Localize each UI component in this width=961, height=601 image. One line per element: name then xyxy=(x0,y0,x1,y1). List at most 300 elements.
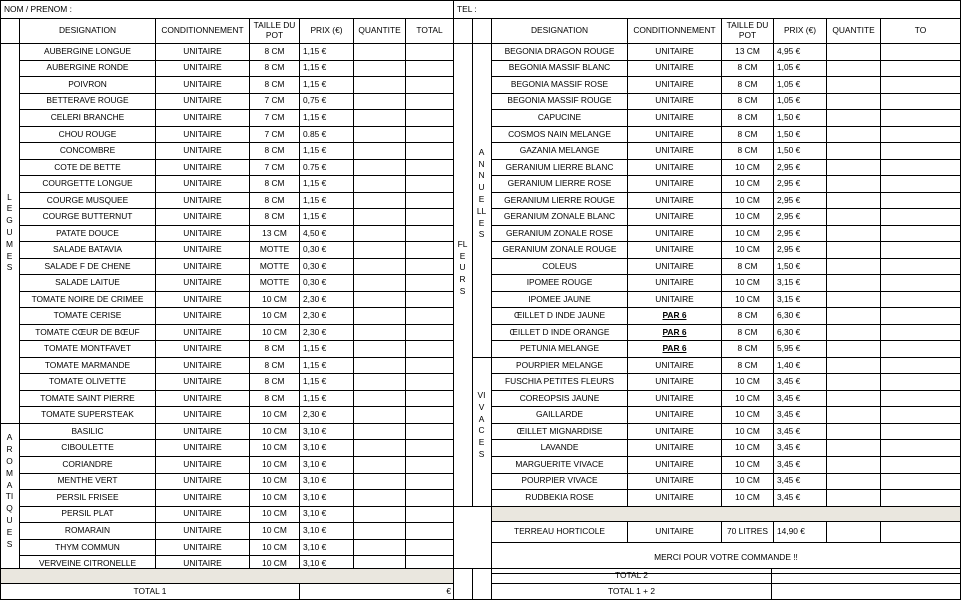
total-cell xyxy=(880,406,961,424)
taille-cell: 10 CM xyxy=(721,241,774,259)
total2-label: TOTAL 2 xyxy=(491,568,772,584)
taille-cell: 10 CM xyxy=(249,489,300,507)
quantite-input[interactable] xyxy=(826,76,881,94)
prix-cell: 3,45 € xyxy=(773,373,827,391)
total-cell xyxy=(405,473,454,491)
total-cell xyxy=(405,258,454,276)
quantite-input[interactable] xyxy=(826,126,881,144)
quantite-input[interactable] xyxy=(353,175,406,193)
conditionnement-cell: UNITAIRE xyxy=(155,93,250,111)
taille-cell: 10 CM xyxy=(721,406,774,424)
designation-cell: AUBERGINE LONGUE xyxy=(19,43,156,61)
conditionnement-cell: UNITAIRE xyxy=(155,225,250,243)
designation-cell: PETUNIA MELANGE xyxy=(491,340,628,358)
designation-cell: CAPUCINE xyxy=(491,109,628,127)
quantite-input[interactable] xyxy=(826,473,881,491)
taille-cell: 10 CM xyxy=(721,456,774,474)
quantite-input[interactable] xyxy=(826,307,881,325)
quantite-input[interactable] xyxy=(353,539,406,557)
taille-cell: 8 CM xyxy=(721,258,774,276)
conditionnement-cell: UNITAIRE xyxy=(627,60,722,78)
designation-cell: TOMATE MARMANDE xyxy=(19,357,156,375)
prix-cell: 0.75 € xyxy=(299,159,354,177)
total-cell xyxy=(405,225,454,243)
prix-cell: 1,15 € xyxy=(299,208,354,226)
prix-cell: 3,10 € xyxy=(299,539,354,557)
prix-cell: 1,40 € xyxy=(773,357,827,375)
designation-cell: TOMATE OLIVETTE xyxy=(19,373,156,391)
taille-cell: 10 CM xyxy=(249,423,300,441)
taille-cell: 10 CM xyxy=(721,175,774,193)
conditionnement-cell: UNITAIRE xyxy=(155,324,250,342)
total1-value: € xyxy=(299,583,454,600)
quantite-input[interactable] xyxy=(353,241,406,259)
conditionnement-cell: UNITAIRE xyxy=(627,208,722,226)
taille-cell: 8 CM xyxy=(249,340,300,358)
taille-cell: 10 CM xyxy=(721,423,774,441)
designation-cell: TOMATE SUPERSTEAK xyxy=(19,406,156,424)
prix-cell: 1,15 € xyxy=(299,175,354,193)
quantite-input[interactable] xyxy=(353,274,406,292)
prix-cell: 5,95 € xyxy=(773,340,827,358)
prix-cell: 1,15 € xyxy=(299,192,354,210)
prix-cell: 3,45 € xyxy=(773,489,827,507)
total-cell xyxy=(405,241,454,259)
designation-cell: CONCOMBRE xyxy=(19,142,156,160)
conditionnement-cell: UNITAIRE xyxy=(627,489,722,507)
designation-cell: PERSIL PLAT xyxy=(19,506,156,524)
total-cell xyxy=(405,76,454,94)
prix-cell: 1,15 € xyxy=(299,390,354,408)
quantite-input[interactable] xyxy=(826,225,881,243)
designation-cell: ŒILLET D INDE JAUNE xyxy=(491,307,628,325)
total-cell xyxy=(405,439,454,457)
quantite-input[interactable] xyxy=(353,522,406,540)
taille-cell: 8 CM xyxy=(249,390,300,408)
prix-cell: 1,05 € xyxy=(773,76,827,94)
total-cell xyxy=(405,456,454,474)
total-cell xyxy=(880,489,961,507)
conditionnement-cell: UNITAIRE xyxy=(627,109,722,127)
quantite-input[interactable] xyxy=(826,208,881,226)
quantite-input[interactable] xyxy=(826,390,881,408)
conditionnement-cell: UNITAIRE xyxy=(627,373,722,391)
prix-header: PRIX (€) xyxy=(299,18,354,44)
total-cell xyxy=(405,93,454,111)
prix-cell: 2,30 € xyxy=(299,291,354,309)
prix-cell: 1,15 € xyxy=(299,76,354,94)
prix-cell: 3,10 € xyxy=(299,473,354,491)
conditionnement-cell: UNITAIRE xyxy=(155,43,250,61)
designation-cell: ŒILLET D INDE ORANGE xyxy=(491,324,628,342)
quantite-input[interactable] xyxy=(826,439,881,457)
conditionnement-cell: UNITAIRE xyxy=(627,93,722,111)
total-cell xyxy=(880,126,961,144)
designation-cell: POURPIER VIVACE xyxy=(491,473,628,491)
taille-cell: 7 CM xyxy=(249,93,300,111)
designation-cell: COREOPSIS JAUNE xyxy=(491,390,628,408)
taille-cell: MOTTE xyxy=(249,258,300,276)
taille-cell: 10 CM xyxy=(249,406,300,424)
conditionnement-cell: UNITAIRE xyxy=(155,357,250,375)
total-cell xyxy=(405,489,454,507)
quantite-input[interactable] xyxy=(353,390,406,408)
designation-cell: TOMATE CŒUR DE BŒUF xyxy=(19,324,156,342)
total-cell xyxy=(880,208,961,226)
conditionnement-cell: UNITAIRE xyxy=(627,456,722,474)
quantite-input[interactable] xyxy=(353,192,406,210)
designation-cell: BEGONIA MASSIF BLANC xyxy=(491,60,628,78)
conditionnement-cell: UNITAIRE xyxy=(155,60,250,78)
quantite-input[interactable] xyxy=(826,373,881,391)
prix-cell: 3,10 € xyxy=(299,423,354,441)
taille-cell: 10 CM xyxy=(721,225,774,243)
quantite-input[interactable] xyxy=(826,60,881,78)
total-cell xyxy=(405,291,454,309)
prix-cell: 6,30 € xyxy=(773,324,827,342)
quantite-input[interactable] xyxy=(353,439,406,457)
conditionnement-cell: UNITAIRE xyxy=(627,473,722,491)
taille-cell: 10 CM xyxy=(249,307,300,325)
designation-cell: FUSCHIA PETITES FLEURS xyxy=(491,373,628,391)
quantite-input[interactable] xyxy=(353,43,406,61)
nom-prenom-field[interactable]: NOM / PRENOM : xyxy=(0,0,454,19)
taille-cell: 8 CM xyxy=(721,357,774,375)
designation-cell: IPOMEE ROUGE xyxy=(491,274,628,292)
prix-cell: 1,15 € xyxy=(299,109,354,127)
conditionnement-cell: UNITAIRE xyxy=(155,456,250,474)
total-cell xyxy=(880,142,961,160)
prix-cell: 3,45 € xyxy=(773,439,827,457)
conditionnement-cell: UNITAIRE xyxy=(155,522,250,540)
designation-cell: RUDBEKIA ROSE xyxy=(491,489,628,507)
designation-cell: GAILLARDE xyxy=(491,406,628,424)
taille-cell: 10 CM xyxy=(249,456,300,474)
designation-cell: BASILIC xyxy=(19,423,156,441)
quantite-input[interactable] xyxy=(353,159,406,177)
designation-cell: CORIANDRE xyxy=(19,456,156,474)
taille-cell: 7 CM xyxy=(249,159,300,177)
conditionnement-cell: UNITAIRE xyxy=(627,175,722,193)
designation-cell: VERVEINE CITRONELLE xyxy=(19,555,156,573)
quantite-input[interactable] xyxy=(353,60,406,78)
quantite-input[interactable] xyxy=(826,258,881,276)
taille-cell: 10 CM xyxy=(721,373,774,391)
quantite-input[interactable] xyxy=(353,109,406,127)
conditionnement-cell: UNITAIRE xyxy=(155,291,250,309)
quantite-input[interactable] xyxy=(353,126,406,144)
total-cell xyxy=(880,423,961,441)
total-cell xyxy=(405,307,454,325)
quantite-input[interactable] xyxy=(353,291,406,309)
prix-cell: 6,30 € xyxy=(773,307,827,325)
conditionnement-cell: UNITAIRE xyxy=(155,159,250,177)
designation-cell: ŒILLET MIGNARDISE xyxy=(491,423,628,441)
conditionnement-cell: UNITAIRE xyxy=(155,258,250,276)
quantite-input[interactable] xyxy=(826,324,881,342)
prix-cell: 1,15 € xyxy=(299,373,354,391)
taille-cell: 10 CM xyxy=(721,439,774,457)
designation-cell: LAVANDE xyxy=(491,439,628,457)
designation-cell: GERANIUM ZONALE BLANC xyxy=(491,208,628,226)
total-cell xyxy=(880,307,961,325)
quantite-input[interactable] xyxy=(353,76,406,94)
conditionnement-cell: UNITAIRE xyxy=(627,357,722,375)
taille-cell: 10 CM xyxy=(249,555,300,573)
quantite-input[interactable] xyxy=(826,159,881,177)
prix-cell: 1,15 € xyxy=(299,60,354,78)
designation-cell: POIVRON xyxy=(19,76,156,94)
quantite-input[interactable] xyxy=(353,93,406,111)
conditionnement-cell: PAR 6 xyxy=(627,324,722,342)
conditionnement-cell: UNITAIRE xyxy=(627,390,722,408)
quantite-input[interactable] xyxy=(826,241,881,259)
prix-header: PRIX (€) xyxy=(773,18,827,44)
conditionnement-cell: UNITAIRE xyxy=(155,241,250,259)
quantite-input[interactable] xyxy=(353,456,406,474)
prix-cell: 2,30 € xyxy=(299,307,354,325)
total-cell xyxy=(405,357,454,375)
conditionnement-cell: UNITAIRE xyxy=(155,274,250,292)
quantite-input[interactable] xyxy=(826,423,881,441)
section-label-vivaces: VIVACES xyxy=(477,389,486,459)
conditionnement-cell: UNITAIRE xyxy=(627,406,722,424)
prix-cell: 3,10 € xyxy=(299,555,354,573)
separator-row xyxy=(491,506,961,522)
designation-cell: IPOMEE JAUNE xyxy=(491,291,628,309)
total-cell xyxy=(880,456,961,474)
prix-cell: 2,95 € xyxy=(773,241,827,259)
designation-header: DESIGNATION xyxy=(491,18,628,44)
designation-cell: GERANIUM ZONALE ROUGE xyxy=(491,241,628,259)
total-cell xyxy=(405,274,454,292)
quantite-input[interactable] xyxy=(353,373,406,391)
quantite-input[interactable] xyxy=(826,340,881,358)
total-cell xyxy=(880,340,961,358)
prix-cell: 3,45 € xyxy=(773,406,827,424)
total-cell xyxy=(405,390,454,408)
conditionnement-cell: UNITAIRE xyxy=(627,274,722,292)
quantite-input[interactable] xyxy=(353,423,406,441)
quantite-input[interactable] xyxy=(353,324,406,342)
designation-header: DESIGNATION xyxy=(19,18,156,44)
quantite-input[interactable] xyxy=(353,506,406,524)
taille-cell: 8 CM xyxy=(249,76,300,94)
quantite-input[interactable] xyxy=(826,521,881,543)
quantite-input[interactable] xyxy=(353,225,406,243)
taille-cell: MOTTE xyxy=(249,274,300,292)
tel-field[interactable]: TEL : xyxy=(453,0,961,19)
designation-cell: ROMARAIN xyxy=(19,522,156,540)
prix-cell: 1,15 € xyxy=(299,142,354,160)
quantite-input[interactable] xyxy=(353,142,406,160)
taille-cell: 10 CM xyxy=(721,291,774,309)
prix-cell: 0,30 € xyxy=(299,241,354,259)
total-cell xyxy=(405,142,454,160)
quantite-input[interactable] xyxy=(826,142,881,160)
conditionnement-cell: UNITAIRE xyxy=(155,473,250,491)
total-cell xyxy=(405,109,454,127)
designation-cell: COTE DE BETTE xyxy=(19,159,156,177)
quantite-input[interactable] xyxy=(353,473,406,491)
total-cell xyxy=(405,60,454,78)
quantite-input[interactable] xyxy=(826,192,881,210)
prix-cell: 1,50 € xyxy=(773,109,827,127)
prix-cell: 0,30 € xyxy=(299,258,354,276)
designation-cell: COURGE BUTTERNUT xyxy=(19,208,156,226)
taille-cell: 10 CM xyxy=(721,208,774,226)
prix-cell: 0,30 € xyxy=(299,274,354,292)
prix-cell: 3,15 € xyxy=(773,291,827,309)
total-cell xyxy=(405,43,454,61)
prix-cell: 3,15 € xyxy=(773,274,827,292)
taille-cell: 70 LITRES xyxy=(721,521,774,543)
designation-cell: MARGUERITE VIVACE xyxy=(491,456,628,474)
total-cell xyxy=(880,192,961,210)
total-cell xyxy=(405,522,454,540)
quantite-input[interactable] xyxy=(826,175,881,193)
total-cell xyxy=(405,175,454,193)
conditionnement-cell: UNITAIRE xyxy=(155,439,250,457)
designation-cell: SALADE F DE CHENE xyxy=(19,258,156,276)
taille-cell: 8 CM xyxy=(249,60,300,78)
quantite-input[interactable] xyxy=(826,93,881,111)
total12-value xyxy=(771,583,961,600)
quantite-input[interactable] xyxy=(826,456,881,474)
designation-cell: PERSIL FRISEE xyxy=(19,489,156,507)
designation-cell: POURPIER MELANGE xyxy=(491,357,628,375)
designation-cell: TOMATE SAINT PIERRE xyxy=(19,390,156,408)
taille-cell: MOTTE xyxy=(249,241,300,259)
quantite-input[interactable] xyxy=(353,340,406,358)
conditionnement-cell: UNITAIRE xyxy=(627,225,722,243)
total-cell xyxy=(405,373,454,391)
quantite-input[interactable] xyxy=(353,489,406,507)
quantite-input[interactable] xyxy=(353,258,406,276)
prix-cell: 2,95 € xyxy=(773,175,827,193)
designation-cell: COLEUS xyxy=(491,258,628,276)
conditionnement-cell: UNITAIRE xyxy=(627,192,722,210)
total-cell xyxy=(405,192,454,210)
taille-cell: 8 CM xyxy=(721,340,774,358)
total-cell xyxy=(880,241,961,259)
designation-cell: SALADE BATAVIA xyxy=(19,241,156,259)
prix-cell: 1,50 € xyxy=(773,126,827,144)
designation-cell: MENTHE VERT xyxy=(19,473,156,491)
quantite-input[interactable] xyxy=(826,406,881,424)
conditionnement-cell: UNITAIRE xyxy=(155,555,250,573)
total-cell xyxy=(880,439,961,457)
taille-cell: 8 CM xyxy=(721,109,774,127)
designation-cell: TOMATE NOIRE DE CRIMEE xyxy=(19,291,156,309)
taille-cell: 10 CM xyxy=(249,324,300,342)
designation-cell: COURGE MUSQUEE xyxy=(19,192,156,210)
conditionnement-cell: UNITAIRE xyxy=(627,521,722,543)
quantite-input[interactable] xyxy=(353,406,406,424)
section-header-blank xyxy=(453,18,473,44)
total-cell xyxy=(880,373,961,391)
quantite-input[interactable] xyxy=(353,208,406,226)
total-cell xyxy=(405,324,454,342)
quantite-input[interactable] xyxy=(353,307,406,325)
designation-cell: TOMATE MONTFAVET xyxy=(19,340,156,358)
designation-cell: GAZANIA MELANGE xyxy=(491,142,628,160)
prix-cell: 1,15 € xyxy=(299,340,354,358)
section-header-blank xyxy=(472,18,492,44)
quantite-input[interactable] xyxy=(826,291,881,309)
total-cell xyxy=(880,324,961,342)
prix-cell: 3,45 € xyxy=(773,423,827,441)
taille-cell: 8 CM xyxy=(249,373,300,391)
designation-cell: GERANIUM LIERRE ROSE xyxy=(491,175,628,193)
total-cell xyxy=(880,274,961,292)
conditionnement-cell: UNITAIRE xyxy=(155,390,250,408)
total-cell xyxy=(880,473,961,491)
conditionnement-cell: UNITAIRE xyxy=(627,258,722,276)
conditionnement-cell: UNITAIRE xyxy=(155,208,250,226)
prix-cell: 1,50 € xyxy=(773,142,827,160)
conditionnement-cell: UNITAIRE xyxy=(155,406,250,424)
quantite-input[interactable] xyxy=(826,274,881,292)
taille-cell: 8 CM xyxy=(721,126,774,144)
conditionnement-cell: UNITAIRE xyxy=(627,142,722,160)
total2-value xyxy=(771,568,961,584)
conditionnement-cell: UNITAIRE xyxy=(155,126,250,144)
conditionnement-cell: PAR 6 xyxy=(627,340,722,358)
prix-cell: 3,45 € xyxy=(773,456,827,474)
taille-cell: 10 CM xyxy=(249,522,300,540)
prix-cell: 0,75 € xyxy=(299,93,354,111)
total-cell xyxy=(880,291,961,309)
prix-cell: 3,10 € xyxy=(299,456,354,474)
total-cell xyxy=(405,406,454,424)
taille-cell: 8 CM xyxy=(721,307,774,325)
designation-cell: THYM COMMUN xyxy=(19,539,156,557)
quantite-input[interactable] xyxy=(826,489,881,507)
conditionnement-cell: UNITAIRE xyxy=(627,439,722,457)
taille-cell: 8 CM xyxy=(249,175,300,193)
quantite-input[interactable] xyxy=(826,357,881,375)
quantite-input[interactable] xyxy=(353,357,406,375)
designation-cell: BEGONIA MASSIF ROSE xyxy=(491,76,628,94)
prix-cell: 3,10 € xyxy=(299,506,354,524)
prix-cell: 2,30 € xyxy=(299,406,354,424)
designation-cell: TERREAU HORTICOLE xyxy=(491,521,628,543)
prix-cell: 2,95 € xyxy=(773,225,827,243)
total-cell xyxy=(405,539,454,557)
taille-cell: 8 CM xyxy=(721,324,774,342)
prix-cell: 3,10 € xyxy=(299,489,354,507)
total-cell xyxy=(405,208,454,226)
taille-cell: 10 CM xyxy=(249,439,300,457)
conditionnement-cell: UNITAIRE xyxy=(155,192,250,210)
prix-cell: 2,95 € xyxy=(773,208,827,226)
conditionnement-cell: UNITAIRE xyxy=(155,539,250,557)
prix-cell: 3,10 € xyxy=(299,439,354,457)
prix-cell: 1,50 € xyxy=(773,258,827,276)
section-label-fleurs: FLEURS xyxy=(457,238,468,297)
taille-cell: 8 CM xyxy=(249,208,300,226)
total-cell xyxy=(880,175,961,193)
conditionnement-header: CONDITIONNEMENT xyxy=(155,18,250,44)
taille-cell: 8 CM xyxy=(721,60,774,78)
designation-cell: BEGONIA MASSIF ROUGE xyxy=(491,93,628,111)
quantite-input[interactable] xyxy=(826,109,881,127)
quantite-input[interactable] xyxy=(826,43,881,61)
total-cell xyxy=(880,390,961,408)
total-cell xyxy=(880,109,961,127)
conditionnement-cell: UNITAIRE xyxy=(627,126,722,144)
